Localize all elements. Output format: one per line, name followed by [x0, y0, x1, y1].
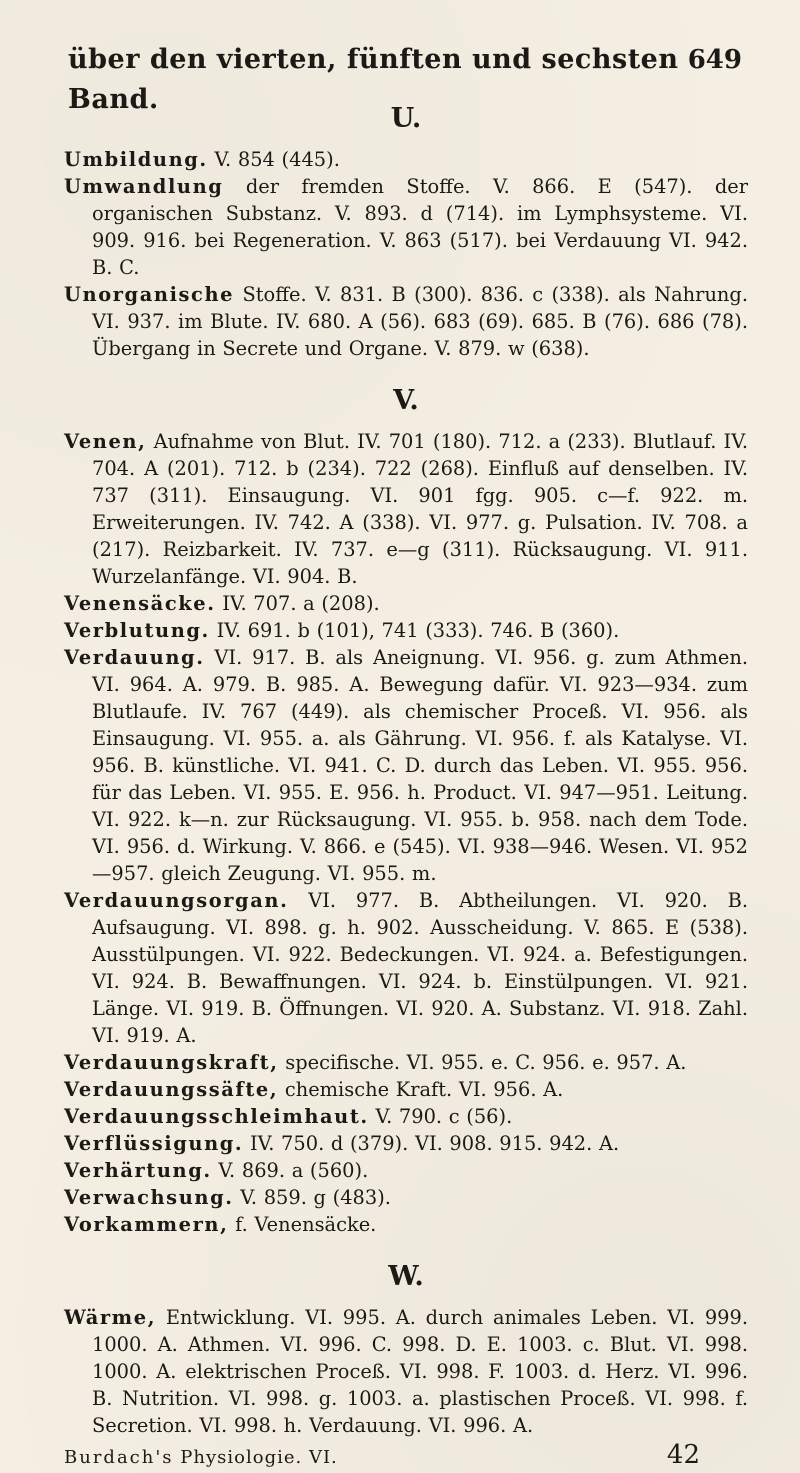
index-entry [64, 644, 748, 887]
entry-headword: Verhärtung. [64, 1159, 212, 1182]
index-entry [64, 887, 748, 1049]
index-entry [64, 1304, 748, 1439]
index-entry [64, 617, 748, 644]
signature-rest: Physiologie. VI. [173, 1447, 338, 1468]
entry-text: chemische Kraft. VI. 956. A. [278, 1078, 564, 1101]
index-entry [64, 1211, 748, 1238]
index-entry [64, 1130, 748, 1157]
entry-headword: Verdauungssäfte, [64, 1078, 279, 1101]
entry-headword: Verblutung. [64, 619, 210, 642]
entry-headword: Verdauungskraft, [64, 1051, 279, 1074]
entry-headword: Vorkammern, [64, 1213, 229, 1236]
index-entry [64, 146, 748, 173]
entry-headword: Umwandlung [64, 175, 224, 198]
entry-headword: Verwachsung. [64, 1186, 234, 1209]
entry-headword: Verdauung. [64, 646, 205, 669]
entry-text: V. 854 (445). [207, 148, 340, 171]
entry-headword: Venensäcke. [64, 592, 216, 615]
entry-headword: Umbildung. [64, 148, 208, 171]
entry-text: Stoffe. V. 831. B (300). 836. c (338). als Nahrung. VI. 937. im Blute. IV. 680. A (56). 683 (69). 685. B (76). 686 (78). Übergang in Secrete und Organe. V. 879. w (638). [92, 283, 748, 360]
entry-headword: Unorganische [64, 283, 235, 306]
index-entry [64, 428, 748, 590]
entry-headword: Verflüssigung. [64, 1132, 244, 1155]
section-letter-w: W. [388, 1261, 424, 1292]
index-entry [64, 1184, 748, 1211]
section-letter-u: U. [390, 103, 422, 134]
entry-headword: Verdauungsorgan. [64, 889, 289, 912]
page-footer [64, 1441, 748, 1472]
sheet-number: 42 [666, 1440, 700, 1470]
entry-text: Entwicklung. VI. 995. A. durch animales Leben. VI. 999. 1000. A. Athmen. VI. 996. C. 998. D. E. 1003. c. Blut. VI. 998. 1000. A. elektrischen Proceß. VI. 998. F. 1003. d. Herz. VI. 996. B. Nutrition. VI. 998. g. 1003. a. plastischen Proceß. VI. 998. f. Secretion. VI. 998. h. Verdauung. VI. 996. A. [92, 1306, 748, 1437]
footer-signature [64, 1444, 338, 1472]
index-entry [64, 1157, 748, 1184]
index-entry [64, 173, 748, 281]
entry-headword: Venen, [64, 430, 147, 453]
running-title: über den vierten, fünften und sechsten Band. [68, 44, 679, 115]
index-entry [64, 1076, 748, 1103]
index-entry [64, 590, 748, 617]
entry-text: specifische. VI. 955. e. C. 956. e. 957. A. [278, 1051, 687, 1074]
signature-name: Burdach's [64, 1447, 174, 1468]
entry-text: V. 869. a (560). [211, 1159, 369, 1182]
entry-text: Aufnahme von Blut. IV. 701 (180). 712. a (233). Blutlauf. IV. 704. A (201). 712. b (234). 722 (268). Einfluß auf denselben. IV. 737 (311). Einsaugung. VI. 901 fgg. 905. c—f. 922. m. Erweiterungen. IV. 742. A (338). VI. 977. g. Pulsation. IV. 708. a (217). Reizbarkeit. IV. 737. e—g (311). Rücksaugung. VI. 911. Wurzelanfänge. VI. 904. B. [92, 430, 748, 588]
entry-text: V. 859. g (483). [233, 1186, 391, 1209]
entry-text: VI. 977. B. Abtheilungen. VI. 920. B. Aufsaugung. VI. 898. g. h. 902. Ausscheidung. V. 865. E (538). Ausstülpungen. VI. 922. Bedeckungen. VI. 924. a. Befestigungen. VI. 924. B. Bewaffnungen. VI. 924. b. Einstülpungen. VI. 921. Länge. VI. 919. B. Öffnungen. VI. 920. A. Substanz. VI. 918. Zahl. VI. 919. A. [92, 889, 748, 1047]
entry-text: der fremden Stoffe. V. 866. E (547). der organischen Substanz. V. 893. d (714). im Lymphsysteme. VI. 909. 916. bei Regeneration. V. 863 (517). bei Verdauung VI. 942. B. C. [92, 175, 748, 279]
section-letter-v: V. [393, 385, 419, 416]
entry-text: IV. 750. d (379). VI. 908. 915. 942. A. [243, 1132, 620, 1155]
index-entry [64, 281, 748, 362]
entry-text: IV. 707. a (208). [215, 592, 380, 615]
entry-text: f. Venensäcke. [228, 1213, 377, 1236]
entry-text: IV. 691. b (101), 741 (333). 746. B (360). [209, 619, 620, 642]
entry-headword: Verdauungsschleimhaut. [64, 1105, 369, 1128]
index-entry [64, 1049, 748, 1076]
page-number: 649 [687, 45, 742, 75]
entry-text: VI. 917. B. als Aneignung. VI. 956. g. zum Athmen. VI. 964. A. 979. B. 985. A. Bewegung dafür. VI. 923—934. zum Blutlaufe. IV. 767 (449). als chemischer Proceß. VI. 956. als Einsaugung. VI. 955. a. als Gährung. VI. 956. f. als Katalyse. VI. 956. B. künstliche. VI. 941. C. D. durch das Leben. VI. 955. 956. für das Leben. VI. 955. E. 956. h. Product. VI. 947—951. Leitung. VI. 922. k—n. zur Rücksaugung. VI. 955. b. 958. nach dem Tode. VI. 956. d. Wirkung. V. 866. e (545). VI. 938—946. Wesen. VI. 952—957. gleich Zeugung. VI. 955. m. [92, 646, 748, 885]
index-entry [64, 1103, 748, 1130]
entry-text: V. 790. c (56). [368, 1105, 513, 1128]
entry-headword: Wärme, [64, 1306, 157, 1329]
running-head [64, 40, 748, 115]
